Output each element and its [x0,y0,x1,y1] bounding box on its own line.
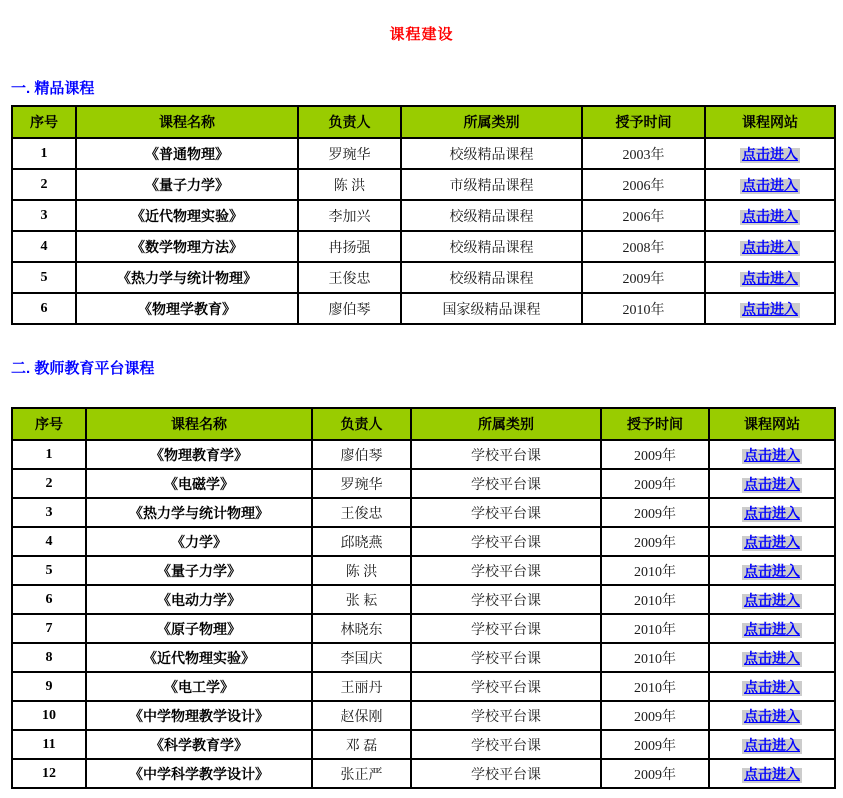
row-number-cell: 9 [12,672,86,701]
column-header-0: 序号 [12,408,86,440]
column-header-1: 课程名称 [86,408,312,440]
row-number-cell: 5 [12,556,86,585]
course-site-cell [709,527,835,556]
row-number-cell: 6 [12,293,76,324]
column-header-1: 课程名称 [76,106,298,138]
category-cell: 学校平台课 [411,759,601,788]
course-name-cell: 《电磁学》 [86,469,312,498]
course-site-cell [709,759,835,788]
category-cell: 学校平台课 [411,730,601,759]
year-cell: 2009年 [601,498,709,527]
enter-course-link[interactable]: 点击进入 [744,506,800,522]
row-number-cell: 8 [12,643,86,672]
enter-course-link[interactable]: 点击进入 [744,709,800,725]
header-row [12,408,835,440]
row-number-cell: 3 [12,498,86,527]
table-row [12,231,835,262]
category-cell: 学校平台课 [411,585,601,614]
course-name-cell: 《物理学教育》 [76,293,298,324]
year-cell: 2009年 [601,440,709,469]
category-cell: 学校平台课 [411,672,601,701]
year-cell: 2009年 [601,701,709,730]
year-cell: 2009年 [582,262,705,293]
category-cell: 学校平台课 [411,643,601,672]
course-name-cell: 《热力学与统计物理》 [76,262,298,293]
row-number-cell: 3 [12,200,76,231]
enter-course-link[interactable]: 点击进入 [744,477,800,493]
course-site-cell [705,262,835,293]
section-featured-courses [0,77,843,325]
enter-course-link[interactable]: 点击进入 [744,651,800,667]
enter-course-link[interactable]: 点击进入 [744,680,800,696]
course-site-cell [705,231,835,262]
course-name-cell: 《近代物理实验》 [76,200,298,231]
year-cell: 2009年 [601,469,709,498]
leader-cell: 李加兴 [298,200,401,231]
course-name-cell: 《物理教育学》 [86,440,312,469]
course-name-cell: 《力学》 [86,527,312,556]
course-name-cell: 《近代物理实验》 [86,643,312,672]
course-name-cell: 《电动力学》 [86,585,312,614]
section-teacher-platform-courses [0,357,843,789]
year-cell: 2010年 [601,643,709,672]
leader-cell: 王俊忠 [312,498,411,527]
leader-cell: 王丽丹 [312,672,411,701]
row-number-cell: 5 [12,262,76,293]
leader-cell: 陈 洪 [312,556,411,585]
year-cell: 2006年 [582,169,705,200]
enter-course-link[interactable]: 点击进入 [744,738,800,754]
enter-course-link[interactable]: 点击进入 [742,147,798,163]
table-row [12,730,835,759]
course-site-cell [709,614,835,643]
year-cell: 2009年 [601,730,709,759]
column-header-5: 课程网站 [705,106,835,138]
enter-course-link[interactable]: 点击进入 [744,448,800,464]
table-row [12,440,835,469]
leader-cell: 廖伯琴 [298,293,401,324]
leader-cell: 张 耘 [312,585,411,614]
leader-cell: 廖伯琴 [312,440,411,469]
page-title: 课程建设 [389,26,454,43]
year-cell: 2010年 [601,672,709,701]
leader-cell: 罗琬华 [312,469,411,498]
year-cell: 2003年 [582,138,705,169]
enter-course-link[interactable]: 点击进入 [742,271,798,287]
course-site-cell [709,585,835,614]
course-name-cell: 《电工学》 [86,672,312,701]
leader-cell: 张正严 [312,759,411,788]
course-site-cell [705,293,835,324]
course-name-cell: 《中学科学教学设计》 [86,759,312,788]
column-header-3: 所属类别 [411,408,601,440]
column-header-4: 授予时间 [601,408,709,440]
enter-course-link[interactable]: 点击进入 [742,240,798,256]
teacher-platform-courses-table [11,407,836,789]
category-cell: 校级精品课程 [401,231,582,262]
year-cell: 2008年 [582,231,705,262]
year-cell: 2009年 [601,527,709,556]
leader-cell: 罗琬华 [298,138,401,169]
course-site-cell [705,169,835,200]
enter-course-link[interactable]: 点击进入 [742,302,798,318]
featured-courses-table [11,105,836,325]
category-cell: 学校平台课 [411,527,601,556]
course-site-cell [705,138,835,169]
course-site-cell [709,701,835,730]
enter-course-link[interactable]: 点击进入 [742,209,798,225]
table-row [12,614,835,643]
table-row [12,138,835,169]
category-cell: 学校平台课 [411,498,601,527]
year-cell: 2010年 [601,585,709,614]
leader-cell: 冉扬强 [298,231,401,262]
column-header-5: 课程网站 [709,408,835,440]
course-name-cell: 《科学教育学》 [86,730,312,759]
column-header-2: 负责人 [298,106,401,138]
row-number-cell: 2 [12,469,86,498]
row-number-cell: 10 [12,701,86,730]
column-header-0: 序号 [12,106,76,138]
category-cell: 学校平台课 [411,469,601,498]
year-cell: 2006年 [582,200,705,231]
row-number-cell: 11 [12,730,86,759]
enter-course-link[interactable]: 点击进入 [744,622,800,638]
leader-cell: 王俊忠 [298,262,401,293]
enter-course-link[interactable]: 点击进入 [742,178,798,194]
leader-cell: 邓 磊 [312,730,411,759]
row-number-cell: 1 [12,440,86,469]
row-number-cell: 1 [12,138,76,169]
table-row [12,672,835,701]
course-site-cell [709,469,835,498]
enter-course-link[interactable]: 点击进入 [744,564,800,580]
table-row [12,643,835,672]
column-header-2: 负责人 [312,408,411,440]
enter-course-link[interactable]: 点击进入 [744,767,800,783]
category-cell: 学校平台课 [411,556,601,585]
table-row [12,169,835,200]
table-row [12,527,835,556]
table-row [12,469,835,498]
course-name-cell: 《数学物理方法》 [76,231,298,262]
course-site-cell [709,730,835,759]
course-name-cell: 《量子力学》 [86,556,312,585]
column-header-3: 所属类别 [401,106,582,138]
course-site-cell [709,440,835,469]
leader-cell: 邱晓燕 [312,527,411,556]
year-cell: 2010年 [601,556,709,585]
course-site-cell [709,556,835,585]
course-name-cell: 《中学物理教学设计》 [86,701,312,730]
year-cell: 2010年 [582,293,705,324]
row-number-cell: 6 [12,585,86,614]
course-name-cell: 《量子力学》 [76,169,298,200]
table-row [12,585,835,614]
section-1-heading: 一. 精品课程 [11,80,95,97]
row-number-cell: 4 [12,231,76,262]
enter-course-link[interactable]: 点击进入 [744,593,800,609]
leader-cell: 李国庆 [312,643,411,672]
table-row [12,200,835,231]
section-2-heading: 二. 教师教育平台课程 [11,360,155,377]
course-site-cell [709,643,835,672]
enter-course-link[interactable]: 点击进入 [744,535,800,551]
year-cell: 2010年 [601,614,709,643]
course-site-cell [709,498,835,527]
leader-cell: 陈 洪 [298,169,401,200]
category-cell: 校级精品课程 [401,262,582,293]
leader-cell: 林晓东 [312,614,411,643]
category-cell: 校级精品课程 [401,138,582,169]
course-name-cell: 《原子物理》 [86,614,312,643]
category-cell: 学校平台课 [411,701,601,730]
year-cell: 2009年 [601,759,709,788]
column-header-4: 授予时间 [582,106,705,138]
row-number-cell: 2 [12,169,76,200]
row-number-cell: 4 [12,527,86,556]
course-site-cell [705,200,835,231]
table-row [12,262,835,293]
table-row [12,759,835,788]
row-number-cell: 12 [12,759,86,788]
table-row [12,701,835,730]
category-cell: 市级精品课程 [401,169,582,200]
leader-cell: 赵保刚 [312,701,411,730]
table-row [12,556,835,585]
table-row [12,498,835,527]
category-cell: 国家级精品课程 [401,293,582,324]
category-cell: 学校平台课 [411,614,601,643]
course-site-cell [709,672,835,701]
course-name-cell: 《热力学与统计物理》 [86,498,312,527]
row-number-cell: 7 [12,614,86,643]
table-row [12,293,835,324]
category-cell: 学校平台课 [411,440,601,469]
category-cell: 校级精品课程 [401,200,582,231]
course-name-cell: 《普通物理》 [76,138,298,169]
header-row [12,106,835,138]
